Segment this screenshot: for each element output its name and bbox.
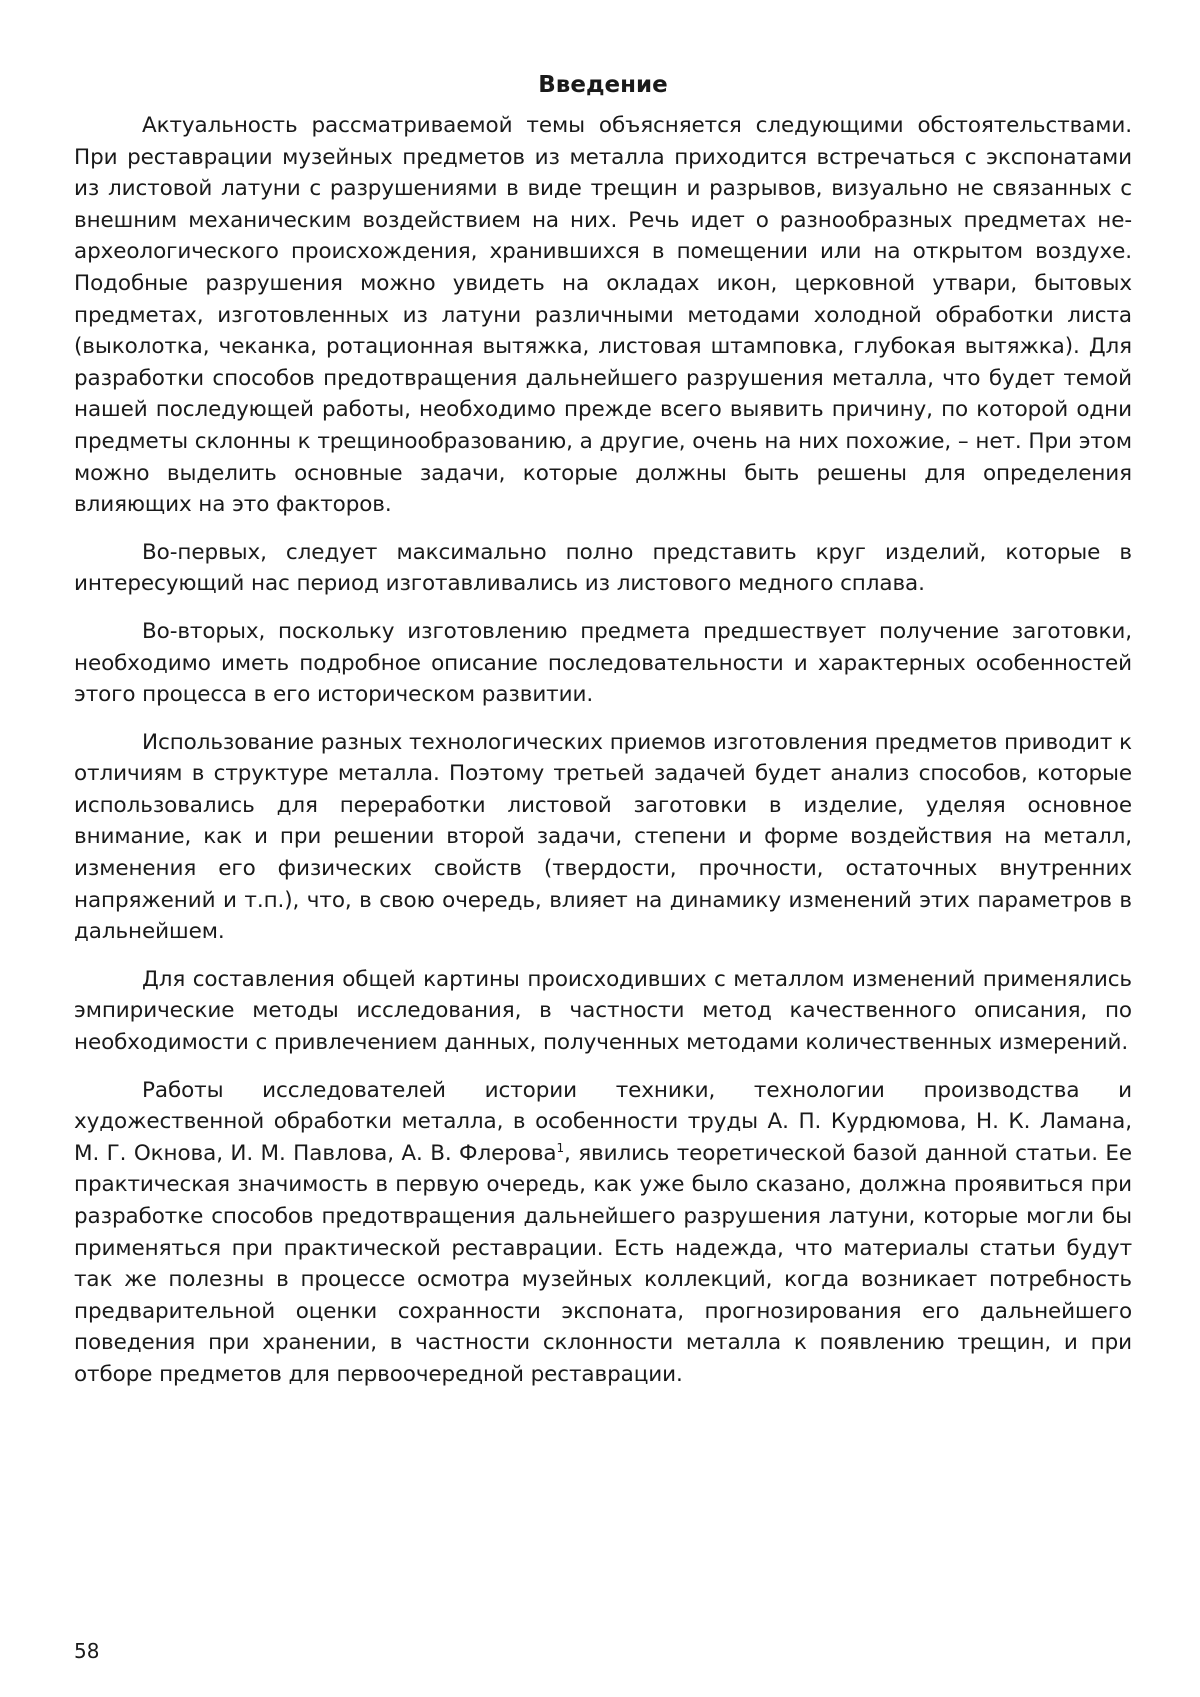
paragraph-text-before-footnote: Работы исследователей истории техники, технологии производства и художественной обработки металла, в особенности труды А. П. Курдюмова, Н. К. Ламана, М. Г. Окнова, И. М. Павлова, А. В. Флерова (74, 1077, 1132, 1166)
page-content (74, 70, 1132, 1407)
section-title: Введение (538, 72, 668, 98)
page-number: 58 (74, 1639, 100, 1663)
paragraph-theoretical-base (74, 1075, 1132, 1391)
paragraph-methods: Для составления общей картины происходивших с металлом изменений применялись эмпирические методы исследования, в частности метод качественного описания, по необходимости с привлечением данных, полученных методами количественных измерений. (74, 966, 1132, 1056)
paragraph-second-task: Во-вторых, поскольку изготовлению предмета предшествует получение заготовки, необходимо иметь подробное описание последовательности и характерных особенностей этого процесса в его историческом развитии. (74, 618, 1132, 708)
footnote-mark[interactable]: 1 (556, 1140, 565, 1155)
paragraph-third-task: Использование разных технологических приемов изготовления предметов приводит к отличиям в структуре металла. Поэтому третьей задачей будет анализ способов, которые использовались для переработки листовой заготовки в изделие, уделяя основное внимание, как и при решении второй задачи, степени и форме воздействия на металл, изменения его физических свойств (твердости, прочности, остаточных внутренних напряжений и т.п.), что, в свою очередь, влияет на динамику изменений этих параметров в дальнейшем. (74, 729, 1132, 945)
paragraph-first-task: Во-первых, следует максимально полно представить круг изделий, которые в интересующий нас период изготавливались из листового медного сплава. (74, 539, 1132, 597)
paragraph-relevance: Актуальность рассматриваемой темы объясняется следующими обстоятельствами. При реставрации музейных предметов из металла приходится встречаться с экспонатами из листовой латуни с разрушениями в виде трещин и разрывов, визуально не связанных с внешним механическим воздействием на них. Речь идет о разнообразных предметах не-археологического происхождения, хранившихся в помещении или на открытом воздухе. Подобные разрушения можно увидеть на окладах икон, церковной утвари, бытовых предметах, изготовленных из латуни различными методами холодной обработки листа (выколотка, чеканка, ротационная вытяжка, листовая штамповка, глубокая вытяжка). Для разработки способов предотвращения дальнейшего разрушения металла, что будет темой нашей последующей работы, необходимо прежде всего выявить причину, по которой одни предметы склонны к трещинообразованию, а другие, очень на них похожие, – нет. При этом можно выделить основные задачи, которые должны быть решены для определения влияющих на это факторов. (74, 113, 1132, 518)
paragraph-text-after-footnote: , явились теоретической базой данной статьи. Ее практическая значимость в первую очередь, как уже было сказано, должна проявиться при разработке способов предотвращения дальнейшего разрушения латуни, которые могли бы применяться при практической реставрации. Есть надежда, что материалы статьи будут так же полезны в процессе осмотра музейных коллекций, когда возникает потребность предварительной оценки сохранности экспоната, прогнозирования его дальнейшего поведения при хранении, в частности склонности металла к появлению трещин, и при отборе предметов для первоочередной реставрации. (74, 1140, 1132, 1387)
